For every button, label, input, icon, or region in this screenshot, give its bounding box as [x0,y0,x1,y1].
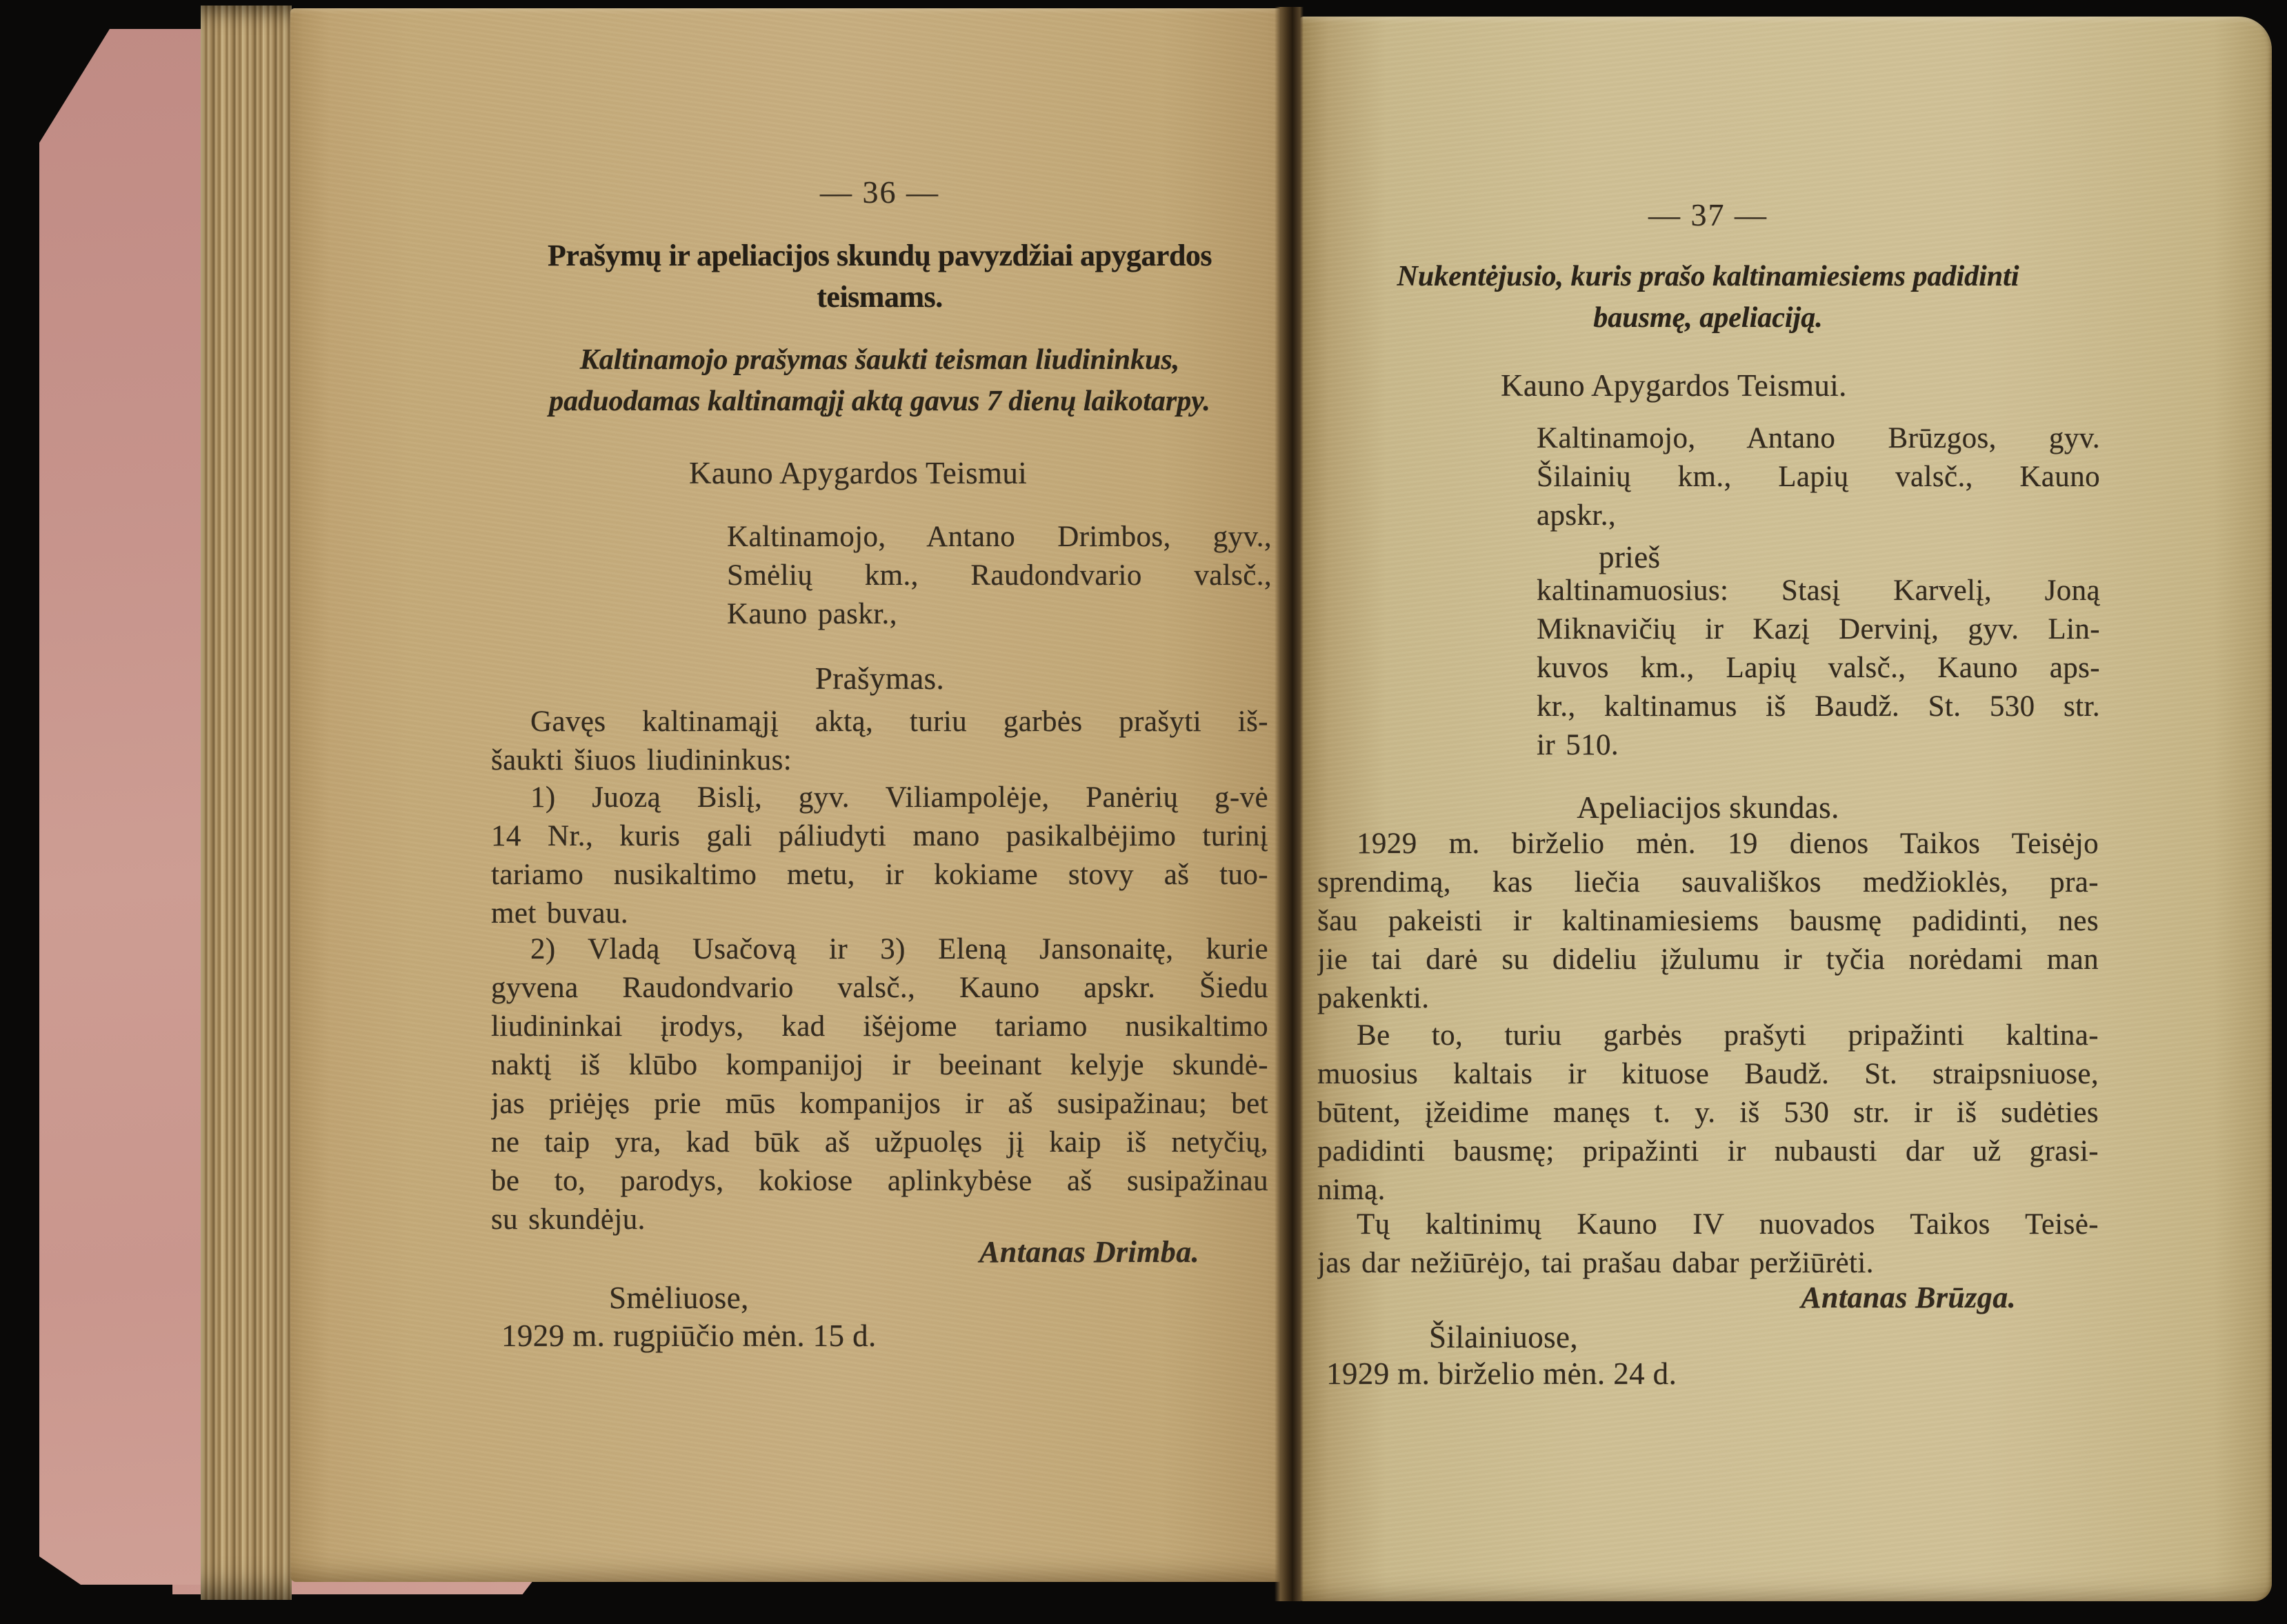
text-line: 14 Nr., kuris gali páliudyti mano pasikalbėjimo turinį [491,820,1268,852]
left-paragraph-1 [491,703,1268,780]
text-line: ir 510. [1537,729,1619,761]
text-line: liudininkai įrodys, kad išėjome tariamo nusikaltimo [491,1010,1268,1043]
text-line: muosius kaltais ir kituose Baudž. St. straipsniuose, [1317,1058,2099,1090]
right-page-text-column [1317,17,2099,1601]
left-subheading [491,339,1268,422]
text-line: Kaltinamojo, Antano Drimbos, gyv., [727,521,1272,553]
left-heading [491,235,1268,318]
text-line: kr., kaltinamus iš Baudž. St. 530 str. [1537,690,2100,723]
left-page-number: — 36 — [820,174,939,210]
left-page [290,8,1280,1582]
text-line: Šilainių km., Lapių valsč., Kauno [1537,461,2100,493]
left-section-title: Prašymas. [815,661,945,696]
text-line: 1929 m. birželio mėn. 19 dienos Taikos Teisėjo [1357,828,2099,860]
text-line: būtent, įžeidime manęs t. y. iš 530 str. ir iš sudėties [1317,1096,2099,1129]
right-versus-line: prieš [1599,540,1661,574]
text-line: Gavęs kaltinamąjį aktą, turiu garbės prašyti iš- [530,705,1268,738]
text-line: Miknavičių ir Kazį Dervinį, gyv. Lin- [1537,613,2100,645]
text-line: 2) Vladą Usačovą ir 3) Eleną Jansonaitę, kurie [530,933,1268,965]
right-paragraph-3 [1317,1205,2099,1283]
text-line: pakenkti. [1317,982,1430,1014]
left-page-text-column [491,8,1272,1582]
text-line: šaukti šiuos liudininkus: [491,744,792,776]
text-line: ne taip yra, kad būk aš užpuolęs jį kaip iš netyčių, [491,1126,1268,1159]
right-court-line: Kauno Apygardos Teismui. [1501,368,1847,403]
text-line: šau pakeisti ir kaltinamiesiems bausmę padidinti, nes [1317,905,2099,937]
right-section-title: Apeliacijos skundas. [1577,790,1839,825]
text-line: Kaltinamojo, Antano Brūzgos, gyv. [1537,422,2100,454]
right-defendant-block [1537,419,2100,535]
text-line: kaltinamuosius: Stasį Karvelį, Joną [1537,574,2100,607]
text-line: jas priėjęs prie mūs kompanijos ir aš susipažinau; bet [491,1087,1268,1120]
right-heading [1317,256,2099,339]
text-line: su skundėju. [491,1203,646,1236]
left-place-line: Smėliuose, [609,1281,749,1315]
right-paragraph-1 [1317,825,2099,1018]
text-line: Nukentėjusio, kuris prašo kaltinamiesiems padidinti [1397,261,2019,292]
text-line: Tų kaltinimų Kauno IV nuovados Taikos Teisė- [1357,1208,2099,1241]
pink-endpaper-page [39,29,201,1585]
right-signature: Antanas Brūzga. [1801,1281,2016,1314]
left-court-line: Kauno Apygardos Teismui [689,456,1028,490]
book-gutter-shadow [1275,7,1304,1601]
text-line: Kaltinamojo prašymas šaukti teisman liudininkus, [579,344,1180,376]
left-paragraph-2 [491,779,1268,933]
right-page [1299,17,2272,1601]
text-line: bausmę, apeliaciją. [1593,302,1823,334]
text-line: jie tai darė su dideliu įžulumu ir tyčia norėdami man [1317,943,2099,976]
text-line: Smėlių km., Raudondvario valsč., [727,559,1272,592]
left-date-line: 1929 m. rugpiūčio mėn. 15 d. [501,1319,877,1353]
left-party-block [727,518,1272,634]
text-line: kuvos km., Lapių valsč., Kauno aps- [1537,652,2100,684]
text-line: tariamo nusikaltimo metu, ir kokiame stovy aš tuo- [491,859,1268,891]
text-line: Kauno paskr., [727,598,897,630]
text-line: Prašymų ir apeliacijos skundų pavyzdžiai apygardos [547,239,1212,272]
text-line: apskr., [1537,499,1617,532]
right-accused-block [1537,572,2100,765]
right-place-line: Šilainiuose, [1429,1320,1579,1354]
text-line: gyvena Raudondvario valsč., Kauno apskr. Šiedu [491,972,1268,1004]
text-line: sprendimą, kas liečia sauvališkos medžioklės, pra- [1317,866,2099,899]
text-line: teismams. [817,280,943,314]
text-line: paduodamas kaltinamąjį aktą gavus 7 dienų laikotarpy. [549,385,1210,417]
text-line: be to, parodys, kokiose aplinkybėse aš susipažinau [491,1165,1268,1197]
right-paragraph-2 [1317,1016,2099,1210]
right-date-line: 1929 m. birželio mėn. 24 d. [1326,1356,1677,1391]
text-line: 1) Juozą Bislį, gyv. Viliampolėje, Panėrių g-vė [530,781,1268,814]
text-line: jas dar nežiūrėjo, tai prašau dabar peržiūrėti. [1317,1247,1874,1279]
text-line: met buvau. [491,897,629,930]
page-edges-stack [201,6,292,1600]
right-page-number: — 37 — [1648,197,1768,232]
text-line: Be to, turiu garbės prašyti pripažinti kaltina- [1357,1019,2099,1052]
text-line: padidinti bausmę; pripažinti ir nubausti dar už grasi- [1317,1135,2099,1167]
text-line: nimą. [1317,1174,1386,1206]
left-signature: Antanas Drimba. [979,1235,1199,1269]
text-line: naktį iš klūbo kompanijoj ir beeinant kelyje skundė- [491,1049,1268,1081]
left-paragraph-3 [491,930,1268,1239]
